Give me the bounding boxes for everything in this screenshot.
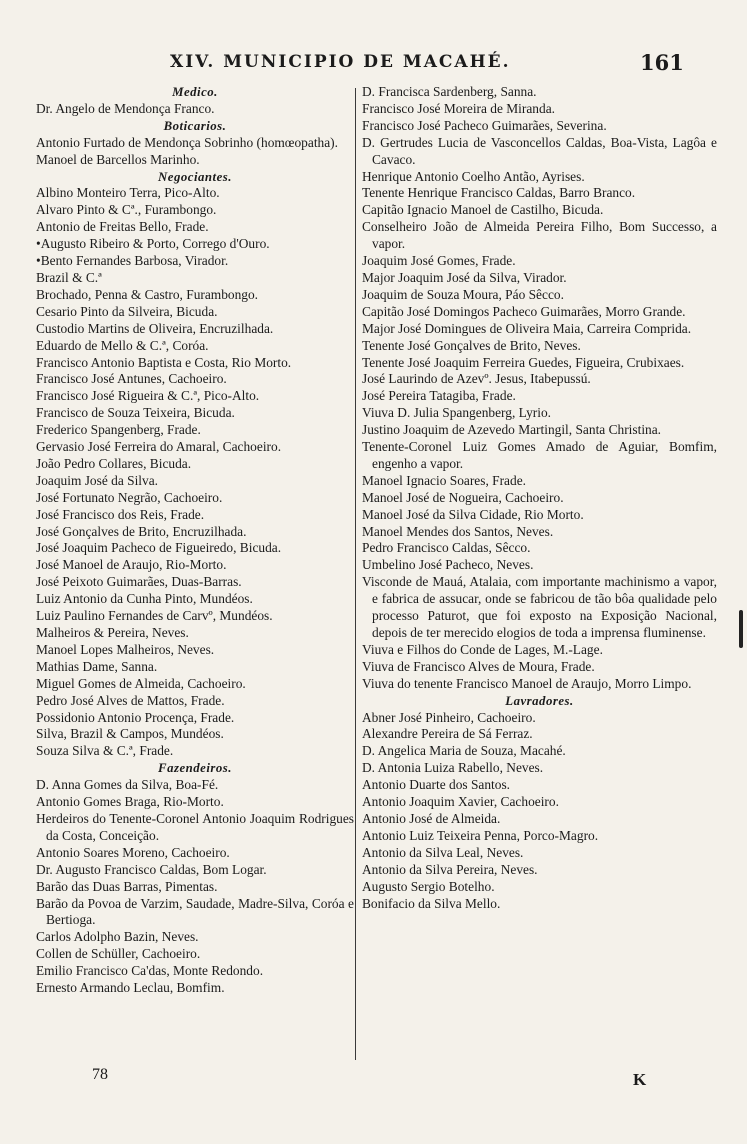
directory-entry: Antonio da Silva Pereira, Neves. <box>362 861 538 877</box>
section-heading-medico: Medico. <box>172 85 218 99</box>
directory-entry: Luiz Paulino Fernandes de Carvº, Mundéos. <box>36 608 273 624</box>
directory-entry: Joaquim José Gomes, Frade. <box>362 253 516 269</box>
section-heading-boticarios: Boticarios. <box>163 118 227 133</box>
directory-entry: Souza Silva & C.ª, Frade. <box>36 743 174 759</box>
directory-entry: Visconde de Mauá, Atalaia, com importante machinismo a vapor, e fabrica de assucar, onde se fabricou de tão bôa qualidade pelo processo Paturot, que foi exposto na Exposição Nacional, depois de ter merecido elogios de toda a imprensa fluminense. <box>362 574 717 640</box>
directory-entry: Viuva e Filhos do Conde de Lages, M.-Lage. <box>362 641 603 657</box>
directory-entry: Major Joaquim José da Silva, Virador. <box>362 269 567 285</box>
directory-entry: Joaquim de Souza Moura, Páo Sêcco. <box>362 286 564 302</box>
directory-entry: Tenente José Joaquim Ferreira Guedes, Figueira, Crubixaes. <box>362 354 685 370</box>
directory-entry: Henrique Antonio Coelho Antão, Ayrises. <box>362 168 585 184</box>
directory-entry: Ernesto Armando Leclau, Bomfim. <box>36 980 225 996</box>
margin-mark <box>739 610 743 648</box>
directory-entry: Francisco José Rigueira & C.ª, Pico-Alto. <box>36 388 260 404</box>
directory-entry: Justino Joaquim de Azevedo Martingil, Santa Christina. <box>362 422 662 438</box>
directory-entry: José Manoel de Araujo, Rio-Morto. <box>36 557 227 573</box>
directory-entry: Francisco José Antunes, Cachoeiro. <box>36 371 227 387</box>
directory-entry: Tenente José Gonçalves de Brito, Neves. <box>362 337 581 353</box>
directory-entry: •Augusto Ribeiro & Porto, Corrego d'Ouro. <box>36 236 270 252</box>
directory-entry: Capitão José Domingos Pacheco Guimarães, Morro Grande. <box>362 303 686 319</box>
directory-entry: Francisco José Pacheco Guimarães, Severina. <box>362 117 607 133</box>
page-header <box>0 52 747 80</box>
directory-entry: Cesario Pinto da Silveira, Bicuda. <box>36 303 218 319</box>
directory-entry: José Gonçalves de Brito, Encruzilhada. <box>36 523 247 539</box>
directory-entry: Gervasio José Ferreira do Amaral, Cachoeiro. <box>36 439 282 455</box>
section-heading-fazendeiros: Fazendeiros. <box>158 761 232 776</box>
directory-entry: Albino Monteiro Terra, Pico-Alto. <box>36 185 220 201</box>
directory-entry: Mathias Dame, Sanna. <box>36 658 158 674</box>
directory-entry: Possidonio Antonio Procença, Frade. <box>36 709 235 725</box>
directory-entry: Major José Domingues de Oliveira Maia, Carreira Comprida. <box>362 320 692 336</box>
directory-entry: Miguel Gomes de Almeida, Cachoeiro. <box>36 675 246 691</box>
directory-entry: Conselheiro João de Almeida Pereira Filho, Bom Successo, a vapor. <box>362 219 717 252</box>
left-column <box>36 84 354 997</box>
directory-entry: Viuva de Francisco Alves de Moura, Frade. <box>362 658 595 674</box>
signature-mark: K <box>633 1070 647 1089</box>
boticarios-list <box>36 135 354 169</box>
directory-entry: Capitão Ignacio Manoel de Castilho, Bicuda. <box>362 202 604 218</box>
directory-entry: José Peixoto Guimarães, Duas-Barras. <box>36 574 242 590</box>
directory-entry: Carlos Adolpho Bazin, Neves. <box>36 929 199 945</box>
directory-entry: Francisco de Souza Teixeira, Bicuda. <box>36 405 235 421</box>
directory-entry: Antonio Soares Moreno, Cachoeiro. <box>36 844 230 860</box>
directory-entry: Antonio de Freitas Bello, Frade. <box>36 219 209 235</box>
directory-entry: Frederico Spangenberg, Frade. <box>36 422 201 438</box>
directory-entry: Antonio Luiz Teixeira Penna, Porco-Magro. <box>362 827 599 843</box>
negociantes-list <box>36 185 354 760</box>
directory-entry: Barão da Povoa de Varzim, Saudade, Madre-Silva, Coróa e Bertioga. <box>36 895 354 928</box>
section-heading-lavradores: Lavradores. <box>505 693 574 708</box>
directory-entry: Bonifacio da Silva Mello. <box>362 895 501 911</box>
directory-entry: Custodio Martins de Oliveira, Encruzilhada. <box>36 320 274 336</box>
directory-entry: Antonio Gomes Braga, Rio-Morto. <box>36 794 224 810</box>
directory-entry: José Joaquim Pacheco de Figueiredo, Bicuda. <box>36 540 282 556</box>
directory-entry: José Pereira Tatagiba, Frade. <box>362 388 516 404</box>
directory-entry: Dr. Angelo de Mendonça Franco. <box>36 100 215 116</box>
directory-entry: Brazil & C.ª <box>36 269 102 285</box>
directory-entry: Antonio Duarte dos Santos. <box>362 777 511 793</box>
directory-entry: Pedro José Alves de Mattos, Frade. <box>36 692 225 708</box>
directory-entry: Manoel de Barcellos Marinho. <box>36 151 200 167</box>
directory-entry: Antonio da Silva Leal, Neves. <box>362 844 524 860</box>
directory-entry: Brochado, Penna & Castro, Furambongo. <box>36 286 259 302</box>
directory-entry: •Bento Fernandes Barbosa, Virador. <box>36 253 229 269</box>
directory-entry: Tenente-Coronel Luiz Gomes Amado de Aguiar, Bomfim, engenho a vapor. <box>362 439 717 471</box>
fazendeiros-continued-list <box>362 84 717 693</box>
directory-entry: Manoel José de Nogueira, Cachoeiro. <box>362 489 564 505</box>
column-divider <box>355 88 356 1060</box>
directory-entry: Manoel Ignacio Soares, Frade. <box>362 472 526 488</box>
footer-page-number: 78 <box>92 1066 108 1083</box>
directory-entry: D. Angelica Maria de Souza, Macahé. <box>362 743 566 759</box>
directory-entry: Collen de Schüller, Cachoeiro. <box>36 946 201 962</box>
directory-entry: D. Francisca Sardenberg, Sanna. <box>362 84 537 99</box>
directory-entry: Eduardo de Mello & C.ª, Coróa. <box>36 337 209 353</box>
directory-entry: D. Antonia Luiza Rabello, Neves. <box>362 760 544 776</box>
directory-entry: Viuva do tenente Francisco Manoel de Araujo, Morro Limpo. <box>362 675 692 691</box>
directory-entry: Alvaro Pinto & Cª., Furambongo. <box>36 202 217 218</box>
directory-entry: José Laurindo de Azevº. Jesus, Itabepussú. <box>362 371 591 387</box>
section-heading-negociantes: Negociantes. <box>158 169 232 184</box>
directory-entry: Herdeiros do Tenente-Coronel Antonio Joaquim Rodrigues da Costa, Conceição. <box>36 810 354 843</box>
lavradores-list <box>362 710 717 913</box>
page-title: XIV. MUNICIPIO DE MACAHÉ. <box>170 52 511 72</box>
directory-entry: João Pedro Collares, Bicuda. <box>36 455 192 471</box>
directory-entry: Emilio Francisco Ca'das, Monte Redondo. <box>36 963 264 979</box>
directory-entry: Silva, Brazil & Campos, Mundéos. <box>36 726 224 742</box>
directory-entry: Luiz Antonio da Cunha Pinto, Mundéos. <box>36 591 253 607</box>
directory-entry: D. Gertrudes Lucia de Vasconcellos Caldas, Boa-Vista, Lagôa e Cavaco. <box>362 134 717 167</box>
directory-entry: Antonio José de Almeida. <box>362 810 501 826</box>
directory-entry: Antonio Joaquim Xavier, Cachoeiro. <box>362 794 559 810</box>
directory-entry: Pedro Francisco Caldas, Sêcco. <box>362 540 531 556</box>
directory-entry: Umbelino José Pacheco, Neves. <box>362 557 534 573</box>
directory-entry: José Fortunato Negrão, Cachoeiro. <box>36 489 223 505</box>
directory-entry: Tenente Henrique Francisco Caldas, Barro Branco. <box>362 185 636 201</box>
directory-entry: D. Anna Gomes da Silva, Boa-Fé. <box>36 777 219 793</box>
directory-entry: Barão das Duas Barras, Pimentas. <box>36 878 218 894</box>
directory-entry: Joaquim José da Silva. <box>36 472 158 488</box>
directory-entry: José Francisco dos Reis, Frade. <box>36 506 205 522</box>
directory-entry: Francisco Antonio Baptista e Costa, Rio Morto. <box>36 354 292 370</box>
page-number: 161 <box>640 50 684 75</box>
directory-entry: Manoel José da Silva Cidade, Rio Morto. <box>362 506 584 522</box>
directory-entry: Viuva D. Julia Spangenberg, Lyrio. <box>362 405 551 421</box>
directory-entry: Manoel Mendes dos Santos, Neves. <box>362 523 554 539</box>
directory-entry: Dr. Augusto Francisco Caldas, Bom Logar. <box>36 861 267 877</box>
directory-entry: Augusto Sergio Botelho. <box>362 878 495 894</box>
medico-list <box>36 101 354 118</box>
directory-entry: Abner José Pinheiro, Cachoeiro. <box>362 709 536 725</box>
fazendeiros-list <box>36 777 354 997</box>
directory-entry: Manoel Lopes Malheiros, Neves. <box>36 641 215 657</box>
right-column <box>362 84 717 912</box>
directory-entry: Antonio Furtado de Mendonça Sobrinho (homœopatha). <box>36 134 338 150</box>
directory-entry: Francisco José Moreira de Miranda. <box>362 100 555 116</box>
directory-entry: Malheiros & Pereira, Neves. <box>36 625 189 640</box>
directory-entry: Alexandre Pereira de Sá Ferraz. <box>362 726 533 742</box>
